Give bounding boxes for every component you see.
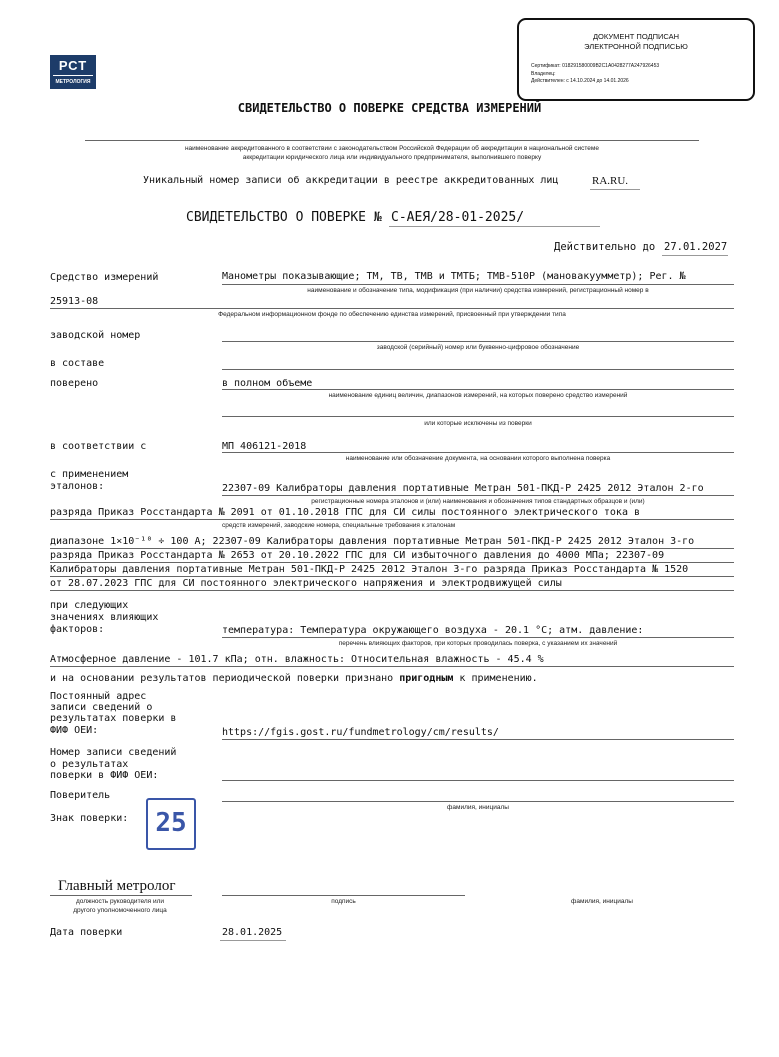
address-label-3: результатах поверки в [50,713,177,724]
method-value: МП 406121-2018 [222,441,307,452]
conclusion-verdict: пригодным [399,673,454,684]
rst-logo [50,55,96,89]
instrument-label: Средство измерений [50,272,159,283]
accred-caption-2: аккредитации юридического лица или индивидуального предпринимателя, выполнившего поверку [242,154,542,161]
date-rule [220,940,286,941]
date-label: Дата поверки [50,927,123,938]
standards-rule1 [222,495,734,496]
instrument-value-line1: Манометры показывающие; ТМ, ТВ, ТМВ и ТМТБ; ТМВ-510Р (мановакуумметр); Рег. № [222,271,686,282]
factors-value-line2: Атмосферное давление - 101.7 кПа; отн. влажность: Относительная влажность - 45.4 % [50,654,544,665]
standards-rule5 [50,576,734,577]
logo-brand: РСТ [58,58,88,73]
factors-label-2: значениях влияющих [50,612,159,623]
standards-line4: разряда Приказ Росстандарта № 2653 от 20.10.2022 ГПС для СИ избыточного давления до 4000 МПа; 22307-09 [50,550,665,561]
address-value: https://fgis.gost.ru/fundmetrology/cm/results/ [222,727,499,738]
instrument-caption-2: Федеральном информационном фонде по обеспечению единства измерений, присвоенный при утверждении типа [218,311,566,318]
stamp-owner: Владелец: [531,71,556,77]
method-label: в соответствии с [50,441,147,452]
standards-caption-2: средств измерений, заводские номера, специальные требования к эталонам [222,522,456,529]
verified-value: в полном объеме [222,378,313,389]
conclusion-prefix: и на основании результатов периодической поверки признано [50,673,394,684]
address-label-1: Постоянный адрес [50,691,147,702]
verified-line1 [222,389,734,390]
verification-mark-stamp: 25 [146,798,196,850]
accred-line [85,140,699,141]
verified-caption-2: или которые исключены из поверки [424,420,532,427]
mark-label: Знак поверки: [50,813,129,824]
standards-caption-1: регистрационные номера эталонов и (или) наименования и обозначения типов стандартных образцов и (или) [311,498,645,505]
cert-number: С-АЕЯ/28-01-2025/ [391,210,525,225]
standards-line1: 22307-09 Калибраторы давления портативные Метран 501-ПКД-Р 2425 2012 Эталон 2-го [222,483,704,494]
verified-label: поверено [50,378,99,389]
standards-label-2: эталонов: [50,481,105,492]
factors-value-line1: температура: Температура окружающего воздуха - 20.1 °С; атм. давление: [222,625,644,636]
date-value: 28.01.2025 [222,927,283,938]
method-caption: наименование или обозначение документа, на основании которого выполнена поверка [345,455,611,462]
logo-sub: МЕТРОЛОГИЯ [55,79,91,85]
record-label-3: поверки в ФИФ ОЕИ: [50,770,159,781]
verifier-caption: фамилия, инициалы [447,804,509,811]
standards-rule3 [50,548,734,549]
standards-line6: от 28.07.2023 ГПС для СИ постоянного электрического напряжения и электродвижущей силы [50,578,562,589]
signature-rule [222,895,465,896]
valid-date-line [662,255,728,256]
valid-label: Действительно до [554,241,656,253]
address-label-4: ФИФ ОЕИ: [50,725,99,736]
standards-rule2 [50,519,734,520]
standards-line3: диапазоне 1×10⁻¹⁰ ÷ 100 А; 22307-09 Калибраторы давления портативные Метран 501-ПКД-Р 2425 2012 Эталон 3-го [50,536,695,547]
instrument-caption-1: наименование и обозначение типа, модификация (при наличии) средства измерений, регистрационный номер в [307,287,649,294]
cert-number-line [389,226,600,227]
stamp-title-line1: ДОКУМЕНТ ПОДПИСАН [592,32,680,41]
signature-caption-sign: подпись [331,898,356,905]
factors-caption: перечень влияющих факторов, при которых проводилась поверка, с указанием их значений [338,640,618,647]
verifier-rule [222,801,734,802]
registry-value: RA.RU. [592,175,629,187]
composition-line [222,369,734,370]
signature-caption-position-1: должность руководителя или [75,898,165,905]
registry-line [590,189,640,190]
registry-label: Уникальный номер записи об аккредитации в реестре аккредитованных лиц [143,175,559,186]
record-label-1: Номер записи сведений [50,747,177,758]
factors-label-1: при следующих [50,600,129,611]
record-rule [222,780,734,781]
factors-label-3: факторов: [50,624,105,635]
e-signature-stamp [517,18,755,101]
conclusion-suffix: к применению. [459,673,538,684]
standards-line5: Калибраторы давления портативные Метран 501-ПКД-Р 2425 2012 Эталон 3-го разряда Приказ Росстандарта № 1520 [50,564,689,575]
position-rule [50,895,192,896]
instrument-line2 [50,308,734,309]
serial-label: заводской номер [50,330,141,341]
stamp-title-line2: ЭЛЕКТРОННОЙ ПОДПИСЬЮ [584,42,688,51]
valid-date: 27.01.2027 [664,241,728,253]
standards-line2: разряда Приказ Росстандарта № 2091 от 01.10.2018 ГПС для СИ силы постоянного электрического тока в [50,507,641,518]
composition-label: в составе [50,358,105,369]
verified-caption-1: наименование единиц величин, диапазонов измерений, на которых поверено средство измерений [328,392,628,399]
document-title: СВИДЕТЕЛЬСТВО О ПОВЕРКЕ СРЕДСТВА ИЗМЕРЕНИЙ [237,101,542,115]
standards-rule4 [50,562,734,563]
address-rule [222,739,734,740]
serial-caption: заводской (серийный) номер или буквенно-цифровое обозначение [376,344,580,351]
verified-line2 [222,416,734,417]
factors-rule1 [222,637,734,638]
record-label-2: о результатах [50,759,129,770]
signature-caption-name: фамилия, инициалы [571,898,633,905]
standards-label-1: с применением [50,469,129,480]
instrument-line1 [222,284,734,285]
instrument-value-line2: 25913-08 [50,296,99,307]
stamp-certificate: Сертификат: 018291580009B2C1A0428277A247926453 [531,63,660,69]
cert-label: СВИДЕТЕЛЬСТВО О ПОВЕРКЕ № [186,210,382,225]
verifier-label: Поверитель [50,790,111,801]
accred-caption-1: наименование аккредитованного в соответствии с законодательством Российской Федерации об аккредитации в национальной системе [184,145,600,152]
address-label-2: записи сведений о [50,702,153,713]
standards-rule6 [50,590,734,591]
logo-divider [53,75,93,76]
signature-position: Главный метролог [58,878,176,894]
serial-line [222,341,734,342]
method-line [222,452,734,453]
stamp-validity: Действителен: с 14.10.2024 до 14.01.2026 [531,78,629,84]
signature-caption-position-2: другого уполномоченного лица [73,907,167,914]
conclusion [50,673,538,684]
factors-rule2 [50,666,734,667]
